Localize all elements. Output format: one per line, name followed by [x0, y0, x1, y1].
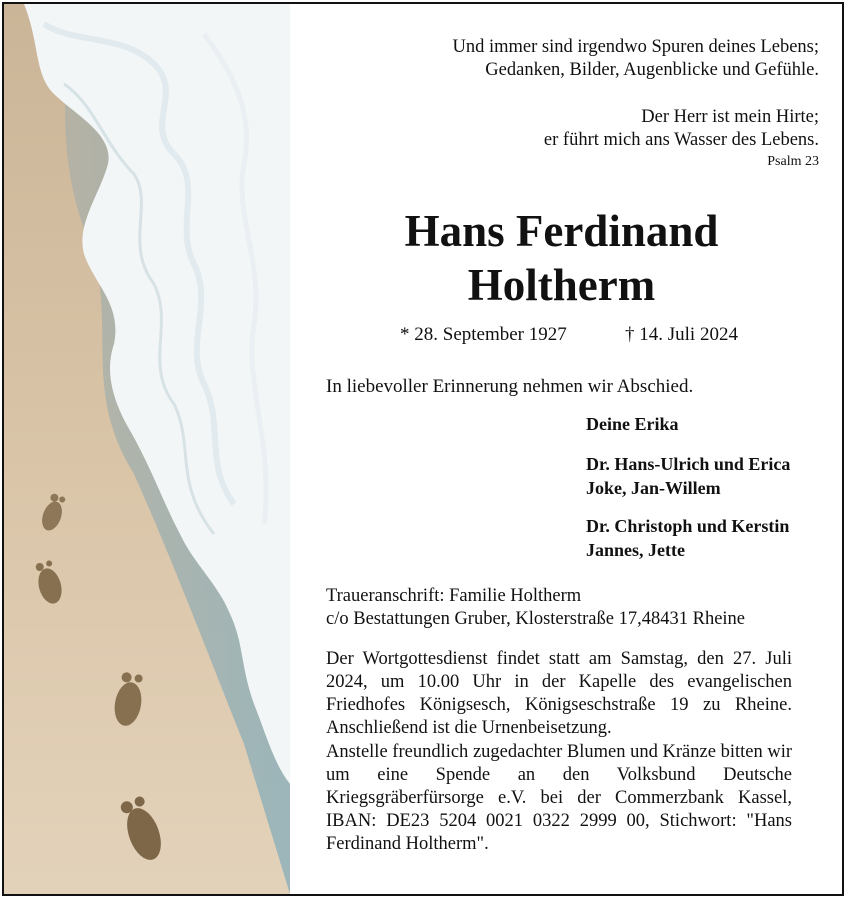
- quote-line: Gedanken, Bilder, Augenblicke und Gefühle.: [485, 60, 819, 80]
- birth-date: * 28. September 1927: [400, 324, 567, 345]
- obituary-notice: [2, 2, 844, 896]
- mourner-group: [586, 452, 790, 500]
- mourner-line: Deine Erika: [586, 414, 679, 434]
- name-line: Hans Ferdinand: [404, 206, 719, 256]
- mourning-address: [326, 585, 792, 631]
- address-line: c/o Bestattungen Gruber, Klosterstraße 17,48431 Rheine: [326, 609, 746, 629]
- service-info: Der Wortgottesdienst findet statt am Samstag, den 27. Juli 2024, um 10.00 Uhr in der Kapelle des evangelischen Friedhofes Königsesch, Königseschstraße 19 zu Rheine. Anschließend ist die Urnenbeisetzung.: [326, 649, 792, 738]
- quote-line: er führt mich ans Wasser des Lebens.: [543, 130, 819, 150]
- mourner-line: Dr. Hans-Ulrich und Erica: [586, 454, 791, 474]
- mourner-group: [586, 514, 789, 562]
- beach-footprints-image: [4, 4, 290, 894]
- mourner-line: Joke, Jan-Willem: [586, 478, 721, 498]
- quote-source: Psalm 23: [767, 154, 819, 169]
- mourner-group: [586, 412, 679, 436]
- mourner-line: Jannes, Jette: [586, 540, 685, 560]
- deceased-name: [304, 204, 819, 312]
- donation-info: Anstelle freundlich zugedachter Blumen und Kränze bitten wir um eine Spende an den Volksbund Deutsche Kriegsgräberfürsorge e.V. bei der Commerzbank Kassel, IBAN: DE23 5204 0021 0322 2999 00, Stichwort: "Hans Ferdinand Holtherm".: [326, 742, 792, 854]
- mourner-line: Dr. Christoph und Kerstin: [586, 516, 790, 536]
- memorial-quote: [452, 36, 819, 82]
- death-date: † 14. Juli 2024: [625, 324, 738, 345]
- address-line: Traueranschrift: Familie Holtherm: [326, 586, 582, 606]
- name-line: Holtherm: [467, 260, 656, 310]
- quote-line: Der Herr ist mein Hirte;: [641, 107, 819, 127]
- quote-line: Und immer sind irgendwo Spuren deines Lebens;: [452, 37, 819, 57]
- psalm-quote: [544, 106, 819, 152]
- farewell-line: In liebevoller Erinnerung nehmen wir Abschied.: [326, 376, 694, 397]
